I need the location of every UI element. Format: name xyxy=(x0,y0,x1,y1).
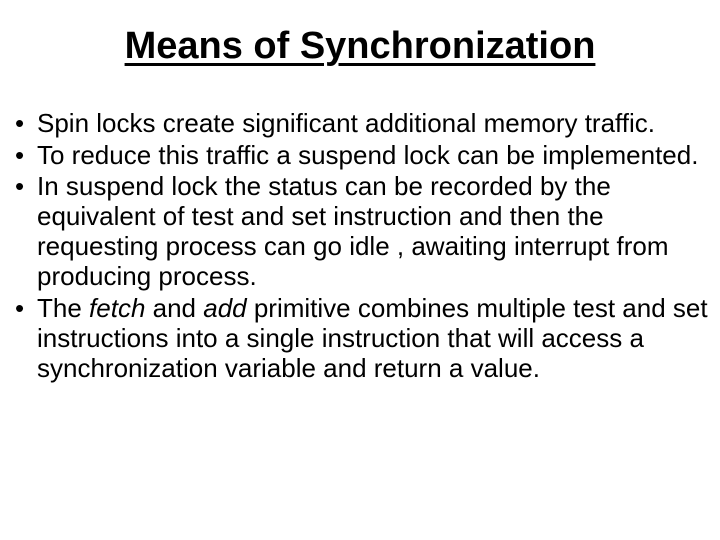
bullet-text-part: primitive combines multiple test and set instructions into a single instruction that will access a synchronization variable and return a value. xyxy=(37,292,708,383)
slide-title: Means of Synchronization xyxy=(124,25,596,67)
bullet-text-part: The xyxy=(37,292,90,323)
bullet-text: In suspend lock the status can be recorded by the equivalent of test and set instruction and then the requesting process can go idle , awaiting interrupt from producing process. xyxy=(37,171,676,291)
bullet-text-part: and xyxy=(145,292,204,323)
bullet-text: Spin locks create significant additional memory traffic. xyxy=(37,108,656,138)
bullet-item-4 xyxy=(12,293,716,383)
bullet-item-2 xyxy=(12,140,716,170)
bullet-dot-icon: • xyxy=(15,292,25,323)
bullet-dot-icon: • xyxy=(15,171,25,201)
bullet-text xyxy=(37,293,716,383)
bullet-dot-icon: • xyxy=(15,108,25,138)
bullet-text: To reduce this traffic a suspend lock can be implemented. xyxy=(37,139,699,170)
bullet-item-3 xyxy=(12,171,716,291)
bullet-dot-icon: • xyxy=(15,139,25,170)
bullet-item-1 xyxy=(12,108,716,138)
fetch-term: fetch xyxy=(89,292,146,323)
add-term: add xyxy=(203,292,247,323)
bullet-list xyxy=(12,108,716,384)
